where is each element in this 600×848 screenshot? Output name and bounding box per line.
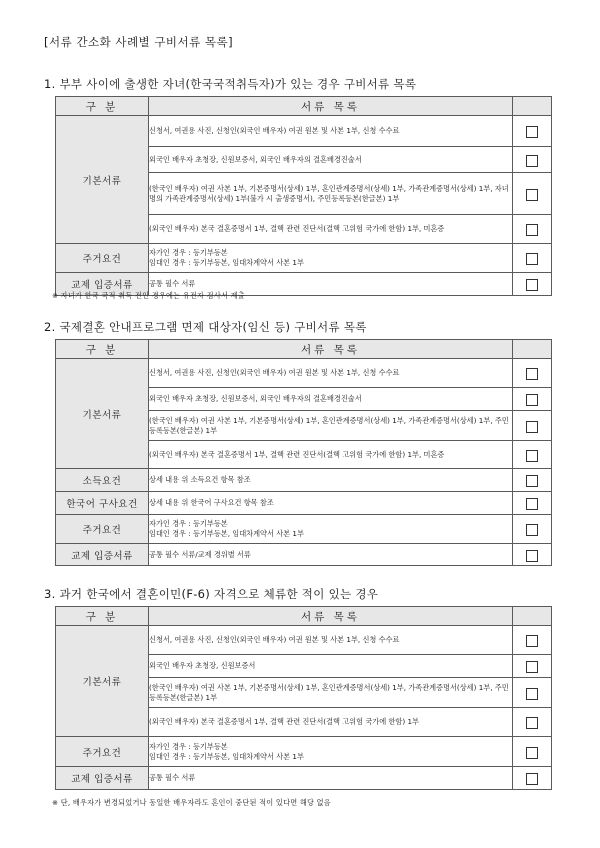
section-2-title: 2. 국제결혼 안내프로그램 면제 대상자(임신 등) 구비서류 목록	[44, 320, 367, 334]
checkbox[interactable]	[526, 475, 538, 487]
checkbox[interactable]	[526, 189, 538, 201]
table-header-row	[56, 340, 552, 359]
checkbox[interactable]	[526, 421, 538, 433]
category-cell: 소득요건	[56, 469, 149, 492]
header-documents: 서류 목록	[149, 340, 513, 359]
checkbox[interactable]	[526, 688, 538, 700]
document-item: 자가인 경우 : 등기부등본 임대인 경우 : 등기부등본, 임대차계약서 사본 1부	[149, 244, 513, 273]
table-header-row	[56, 97, 552, 116]
checkbox[interactable]	[526, 635, 538, 647]
table-row	[56, 767, 552, 790]
table-row	[56, 492, 552, 515]
document-item: 상세 내용 위 소득요건 항목 참조	[149, 469, 513, 492]
document-item: 신청서, 여권용 사진, 신청인(외국인 배우자) 여권 원본 및 사본 1부, 신청 수수료	[149, 359, 513, 388]
category-cell: 주거요건	[56, 515, 149, 544]
category-cell: 주거요건	[56, 244, 149, 273]
table-row	[56, 515, 552, 544]
table-header-row	[56, 607, 552, 626]
document-item: 공통 필수 서류/교제 경위별 서류	[149, 544, 513, 566]
section-1-table	[55, 96, 552, 296]
document-item: 신청서, 여권용 사진, 신청인(외국인 배우자) 여권 원본 및 사본 1부, 신청 수수료	[149, 626, 513, 655]
table-row	[56, 469, 552, 492]
checkbox[interactable]	[526, 253, 538, 265]
header-category: 구 분	[56, 97, 149, 116]
section-2-table	[55, 339, 552, 566]
table-row	[56, 737, 552, 767]
document-item: 공통 필수 서류	[149, 273, 513, 296]
category-cell: 교제 입증서류	[56, 767, 149, 790]
checkbox[interactable]	[526, 126, 538, 138]
table-row	[56, 359, 552, 388]
document-item: 자가인 경우 : 등기부등본 임대인 경우 : 등기부등본, 임대차계약서 사본 1부	[149, 515, 513, 544]
checkbox[interactable]	[526, 394, 538, 406]
document-item: 공통 필수 서류	[149, 767, 513, 790]
header-check	[513, 340, 552, 359]
section-3-table	[55, 606, 552, 790]
header-category: 구 분	[56, 340, 149, 359]
table-row	[56, 116, 552, 147]
document-item: 외국인 배우자 초청장, 신원보증서, 외국인 배우자의 결혼배경진술서	[149, 147, 513, 173]
category-cell: 교제 입증서류	[56, 544, 149, 566]
category-cell: 교제 입증서류	[56, 273, 149, 296]
document-item: 상세 내용 위 한국어 구사요건 항목 참조	[149, 492, 513, 515]
document-item: 외국인 배우자 초청장, 신원보증서	[149, 655, 513, 678]
document-item: (한국인 배우자) 여권 사본 1부, 기본증명서(상세) 1부, 혼인관계증명서(상세) 1부, 가족관계증명서(상세) 1부, 자녀 명의 가족관계증명서(상세) 1부(불가 시 출생증명서), 주민등록등본(한글본) 1부	[149, 173, 513, 215]
header-check	[513, 97, 552, 116]
category-cell: 기본서류	[56, 626, 149, 737]
document-item: 신청서, 여권용 사진, 신청인(외국인 배우자) 여권 원본 및 사본 1부, 신청 수수료	[149, 116, 513, 147]
header-documents: 서류 목록	[149, 97, 513, 116]
checkbox[interactable]	[526, 498, 538, 510]
header-check	[513, 607, 552, 626]
category-cell: 주거요건	[56, 737, 149, 767]
checkbox[interactable]	[526, 155, 538, 167]
document-item: 자가인 경우 : 등기부등본 임대인 경우 : 등기부등본, 임대차계약서 사본 1부	[149, 737, 513, 767]
checkbox[interactable]	[526, 773, 538, 785]
table-row	[56, 544, 552, 566]
checkbox[interactable]	[526, 368, 538, 380]
section-1-title: 1. 부부 사이에 출생한 자녀(한국국적취득자)가 있는 경우 구비서류 목록	[44, 77, 417, 91]
category-cell: 기본서류	[56, 116, 149, 244]
document-item: (외국인 배우자) 본국 결혼증명서 1부, 결핵 관련 진단서(결핵 고위험 국가에 한함) 1부	[149, 708, 513, 737]
category-cell: 한국어 구사요건	[56, 492, 149, 515]
table-row	[56, 244, 552, 273]
category-cell: 기본서류	[56, 359, 149, 469]
checkbox[interactable]	[526, 224, 538, 236]
page-title: [서류 간소화 사례별 구비서류 목록]	[44, 35, 234, 49]
checkbox[interactable]	[526, 717, 538, 729]
document-item: 외국인 배우자 초청장, 신원보증서, 외국인 배우자의 결혼배경진술서	[149, 388, 513, 411]
document-item: (외국인 배우자) 본국 결혼증명서 1부, 결핵 관련 진단서(결핵 고위험 국가에 한함) 1부, 미혼증	[149, 215, 513, 244]
header-documents: 서류 목록	[149, 607, 513, 626]
document-item: (한국인 배우자) 여권 사본 1부, 기본증명서(상세) 1부, 혼인관계증명서(상세) 1부, 가족관계증명서(상세) 1부, 주민등록등본(한글본) 1부	[149, 411, 513, 441]
checkbox[interactable]	[526, 450, 538, 462]
document-item: (한국인 배우자) 여권 사본 1부, 기본증명서(상세) 1부, 혼인관계증명서(상세) 1부, 가족관계증명서(상세) 1부, 주민등록등본(한글본) 1부	[149, 678, 513, 708]
checkbox[interactable]	[526, 661, 538, 673]
checkbox[interactable]	[526, 524, 538, 536]
document-item: (외국인 배우자) 본국 결혼증명서 1부, 결핵 관련 진단서(결핵 고위험 국가에 한함) 1부, 미혼증	[149, 441, 513, 469]
section-3-note: ※ 단, 배우자가 변경되었거나 동일한 배우자라도 혼인이 중단된 적이 있다면 해당 없음	[52, 798, 331, 807]
table-row	[56, 626, 552, 655]
checkbox[interactable]	[526, 279, 538, 291]
header-category: 구 분	[56, 607, 149, 626]
section-1-note: ※ 자녀가 한국 국적 취득 전인 경우에는 유전자 검사서 제출	[52, 291, 245, 300]
section-3-title: 3. 과거 한국에서 결혼이민(F-6) 자격으로 체류한 적이 있는 경우	[44, 587, 379, 601]
checkbox[interactable]	[526, 550, 538, 562]
checkbox[interactable]	[526, 747, 538, 759]
